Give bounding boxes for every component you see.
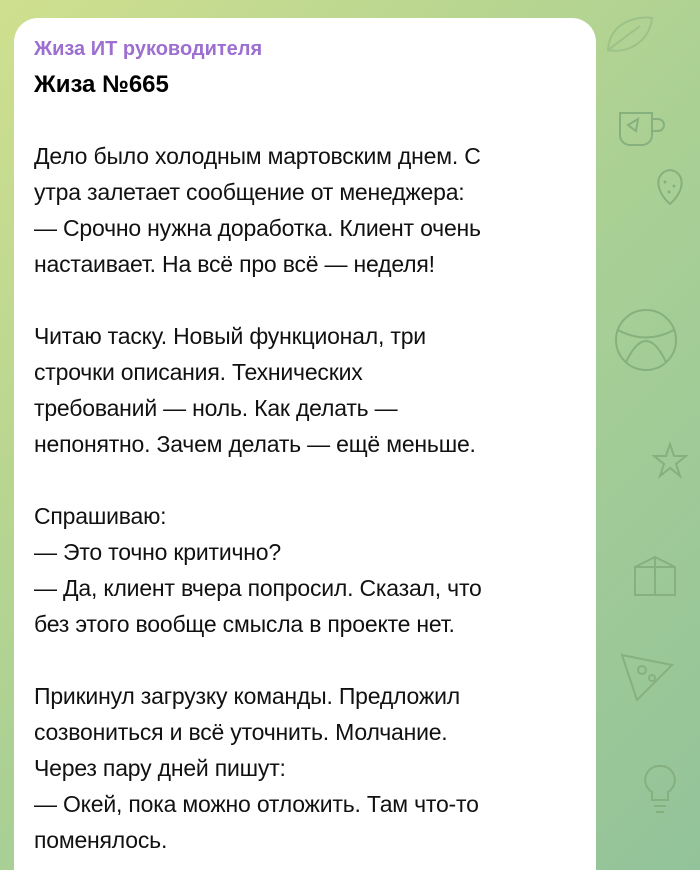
message-text-line: Дело было холодным мартовским днем. С <box>34 143 481 169</box>
message-text-line: — Это точно критично? <box>34 539 281 565</box>
lightbulb-icon <box>640 760 680 820</box>
message-bubble <box>14 18 596 870</box>
gift-icon <box>625 545 685 605</box>
message-text-line: — Да, клиент вчера попросил. Сказал, что <box>34 575 482 601</box>
star-icon <box>650 440 690 480</box>
message-title: Жиза №665 <box>34 71 169 98</box>
coffee-cup-icon <box>610 95 670 155</box>
message-text-line: Через пару дней пишут: <box>34 755 286 781</box>
strawberry-icon <box>650 160 690 210</box>
message-text-line: Прикинул загрузку команды. Предложил <box>34 683 460 709</box>
message-body <box>34 138 576 858</box>
message-paragraph <box>34 138 576 282</box>
message-text-line: без этого вообще смысла в проекте нет. <box>34 611 455 637</box>
ball-icon <box>606 300 686 380</box>
message-text-line: — Окей, пока можно отложить. Там что-то <box>34 791 479 817</box>
channel-name[interactable]: Жиза ИТ руководителя <box>34 38 263 60</box>
message-text-line: поменялось. <box>34 827 168 853</box>
message-text-line: Читаю таску. Новый функционал, три <box>34 323 426 349</box>
message-text-line: Спрашиваю: <box>34 503 167 529</box>
message-text-line: — Срочно нужна доработка. Клиент очень <box>34 215 481 241</box>
message-text-line: непонятно. Зачем делать — ещё меньше. <box>34 431 476 457</box>
message-text-line: требований — ноль. Как делать — <box>34 395 398 421</box>
leaf-icon <box>600 10 660 60</box>
pizza-icon <box>612 640 682 710</box>
message-text-line: настаивает. На всё про всё — неделя! <box>34 251 435 277</box>
message-paragraph <box>34 498 576 642</box>
message-text-line: утра залетает сообщение от менеджера: <box>34 179 465 205</box>
message-text-line: созвониться и всё уточнить. Молчание. <box>34 719 448 745</box>
message-paragraph <box>34 678 576 858</box>
message-paragraph <box>34 318 576 462</box>
message-text-line: строчки описания. Технических <box>34 359 363 385</box>
